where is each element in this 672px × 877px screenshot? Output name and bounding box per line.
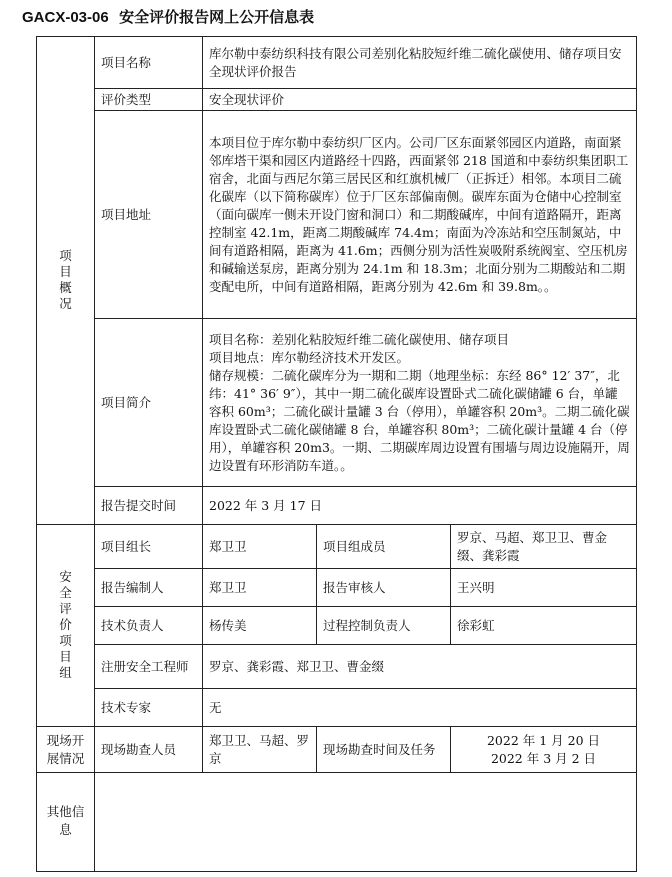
other-value [95, 773, 637, 872]
group-team-label: 安全评价项目组 [59, 569, 72, 680]
submit-time-value: 2022 年 3 月 17 日 [203, 487, 637, 525]
compiler-label: 报告编制人 [95, 569, 203, 607]
row-compiler [37, 569, 637, 607]
survey-date-1: 2022 年 1 月 20 日 [486, 732, 601, 748]
experts-label: 技术专家 [95, 689, 203, 727]
surveyors-label: 现场勘查人员 [95, 727, 203, 773]
form-title: 安全评价报告网上公开信息表 [119, 8, 315, 26]
row-address [37, 111, 637, 319]
submit-time-label: 报告提交时间 [95, 487, 203, 525]
project-name-value: 库尔勒中泰纺织科技有限公司差别化粘胶短纤维二硫化碳使用、储存项目安全现状评价报告 [203, 37, 637, 89]
info-table [36, 36, 637, 872]
row-submit-time [37, 487, 637, 525]
process-lead-label: 过程控制负责人 [317, 607, 451, 645]
row-intro [37, 319, 637, 487]
intro-line-location: 项目地点：库尔勒经济技术开发区。 [209, 349, 410, 365]
compiler-value: 郑卫卫 [203, 569, 317, 607]
address-value: 本项目位于库尔勒中泰纺织厂区内。公司厂区东面紧邻园区内道路，南面紧邻库塔干渠和园区内道路经十四路，西面紧邻 218 国道和中泰纺织集团职工宿舍，北面与西尼尔第三居民区和红旗机械厂（正拆迁）相邻。本项目二硫化碳库（以下简称碳库）位于厂区东部偏南侧。碳库东面为仓储中心控制室（面向碳库一侧未开设门窗和洞口）和二期酸碱库，中间有道路隔开，距离控制室 42.1m，距离二期酸碱库 74.4m；南面为冷冻站和空压制氮站，中间有道路相隔，距离为 41.6m；西侧分别为活性炭吸附系统阀室、空压机房和碱输送泵房，距离分别为 24.1m 和 18.3m；北面分别为二期酸站和二期变配电所，中间有道路相隔，距离分别为 42.6m 和 39.8m。。 [203, 111, 637, 319]
group-team [37, 525, 95, 727]
survey-date-2: 2022 年 3 月 2 日 [490, 750, 597, 766]
group-site-label: 现场开展情况 [46, 732, 85, 766]
row-engineers [37, 645, 637, 689]
experts-value: 无 [203, 689, 637, 727]
group-other-label: 其他信息 [46, 804, 85, 837]
group-site [37, 727, 95, 773]
leader-value: 郑卫卫 [203, 525, 317, 569]
survey-dates [451, 727, 637, 773]
group-other [37, 773, 95, 872]
intro-line-scale: 储存规模：二硫化碳库分为一期和二期（地理坐标：东经 86° 12′ 37″，北纬：41° 36′ 9″），其中一期二硫化碳库设置卧式二硫化碳储罐 6 台，单罐容积 60m³；二硫化碳计量罐 3 台（停用），单罐容积 20m³。二期二硫化碳库设置卧式二硫化碳储罐 8 台，单罐容积 80m³；二硫化碳计量罐 4 台（停用），单罐容积 20m3。一期、二期碳库周边设置有围墙与周边设施隔开，周边设置有环形消防车道。。 [209, 367, 630, 473]
surveyors-value: 郑卫卫、马超、罗京 [203, 727, 317, 773]
row-eval-type [37, 89, 637, 111]
address-label: 项目地址 [95, 111, 203, 319]
reviewer-label: 报告审核人 [317, 569, 451, 607]
members-value: 罗京、马超、郑卫卫、曹金缀、龚彩霞 [451, 525, 637, 569]
intro-line-name: 项目名称：差别化粘胶短纤维二硫化碳使用、储存项目 [209, 331, 510, 347]
row-project-name [37, 37, 637, 89]
group-overview-label: 项目概况 [59, 248, 72, 311]
tech-lead-value: 杨传美 [203, 607, 317, 645]
survey-time-label: 现场勘查时间及任务 [317, 727, 451, 773]
row-experts [37, 689, 637, 727]
engineers-label: 注册安全工程师 [95, 645, 203, 689]
tech-lead-label: 技术负责人 [95, 607, 203, 645]
intro-value [203, 319, 637, 487]
form-code: GACX-03-06 [22, 9, 109, 26]
members-label: 项目组成员 [317, 525, 451, 569]
reviewer-value: 王兴明 [451, 569, 637, 607]
row-tech-lead [37, 607, 637, 645]
leader-label: 项目组长 [95, 525, 203, 569]
group-overview [37, 37, 95, 525]
intro-label: 项目简介 [95, 319, 203, 487]
process-lead-value: 徐彩虹 [451, 607, 637, 645]
row-other [37, 773, 637, 872]
row-site [37, 727, 637, 773]
engineers-value: 罗京、龚彩霞、郑卫卫、曹金缀 [203, 645, 637, 689]
eval-type-label: 评价类型 [95, 89, 203, 111]
eval-type-value: 安全现状评价 [203, 89, 637, 111]
row-leader [37, 525, 637, 569]
project-name-label: 项目名称 [95, 37, 203, 89]
document-title [22, 6, 314, 27]
